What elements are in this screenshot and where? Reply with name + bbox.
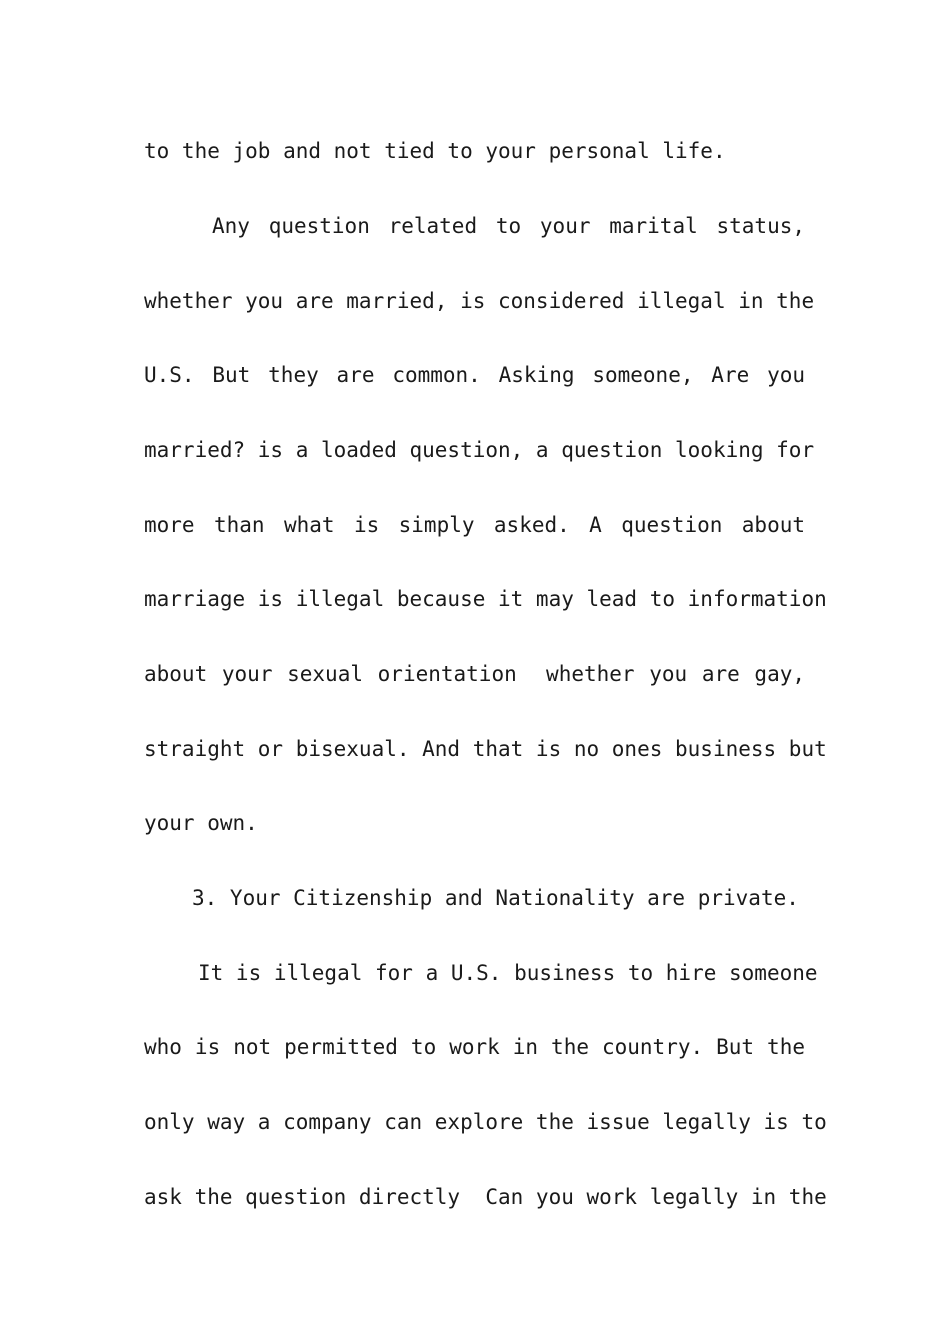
- text-line: straight or bisexual. And that is no ones business but: [144, 737, 827, 761]
- text-line: more than what is simply asked. A question about: [144, 513, 805, 537]
- text-line: marriage is illegal because it may lead to information: [144, 587, 827, 611]
- text-line: U.S. But they are common. Asking someone, Are you: [144, 363, 805, 387]
- text-line: to the job and not tied to your personal life.: [144, 139, 726, 163]
- text-line: who is not permitted to work in the country. But the: [144, 1035, 805, 1059]
- text-line: only way a company can explore the issue legally is to: [144, 1110, 827, 1134]
- text-line: whether you are married, is considered illegal in the: [144, 289, 815, 313]
- text-line: married? is a loaded question, a question looking for: [144, 438, 815, 462]
- text-line: your own.: [144, 811, 258, 835]
- text-line: about your sexual orientation whether you are gay,: [144, 662, 805, 686]
- paragraph-start-line: It is illegal for a U.S. business to hire someone: [198, 961, 818, 985]
- text-line: ask the question directly Can you work legally in the: [144, 1185, 827, 1209]
- section-heading: 3. Your Citizenship and Nationality are private.: [192, 886, 799, 910]
- paragraph-start-line: Any question related to your marital status,: [212, 214, 805, 238]
